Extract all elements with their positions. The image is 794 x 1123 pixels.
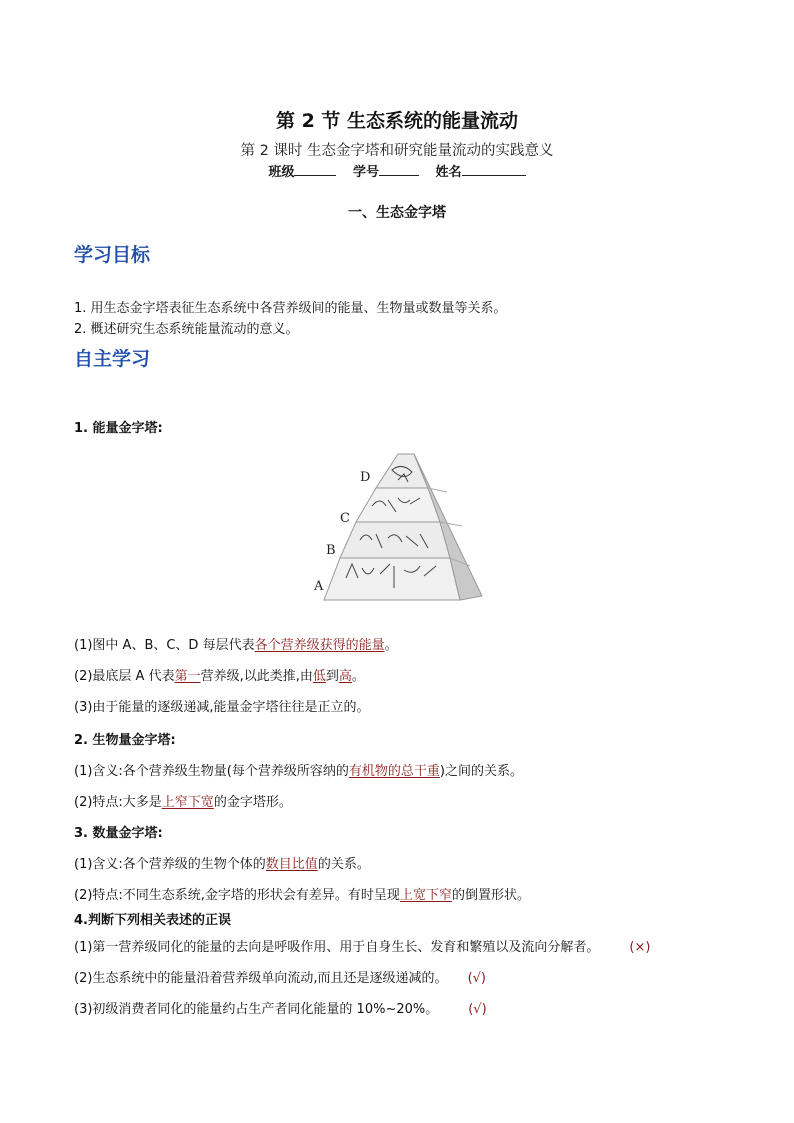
number-pyramid-heading: 3. 数量金字塔: xyxy=(74,826,163,841)
objective-item: 2. 概述研究生态系统能量流动的意义。 xyxy=(74,322,299,337)
number-line-2 xyxy=(74,884,530,903)
judge-mark: (√) xyxy=(467,971,486,986)
pyramid-label-b: B xyxy=(326,543,336,558)
judge-item-3 xyxy=(74,998,487,1017)
number-blank[interactable] xyxy=(379,164,419,176)
text: (1)含义:各个营养级的生物个体的 xyxy=(74,857,266,872)
energy-line-1 xyxy=(74,634,398,653)
text: (2)特点:大多是 xyxy=(74,795,162,810)
page-title: 第 2 节 生态系统的能量流动 xyxy=(275,110,519,132)
pyramid-layer-a xyxy=(324,558,460,600)
student-info-line xyxy=(0,161,794,180)
text: 。 xyxy=(351,669,365,684)
pyramid-label-a: A xyxy=(314,579,324,594)
section-heading: 一、生态金字塔 xyxy=(348,205,446,221)
text: 的金字塔形。 xyxy=(213,795,292,810)
class-blank[interactable] xyxy=(294,164,336,176)
pyramid-layer-c xyxy=(356,488,440,522)
judge-item-1 xyxy=(74,936,650,955)
text: 。 xyxy=(384,638,398,653)
judge-text: (2)生态系统中的能量沿着营养级单向流动,而且还是逐级递减的。 xyxy=(74,971,448,986)
pyramid-label-c: C xyxy=(340,511,350,526)
text: 的倒置形状。 xyxy=(451,888,530,903)
judge-item-2 xyxy=(74,967,486,986)
text: (1)图中 A、B、C、D 每层代表 xyxy=(74,638,255,653)
answer: 各个营养级获得的能量 xyxy=(254,638,385,653)
class-label: 班级 xyxy=(268,165,295,180)
pyramid-label-d: D xyxy=(360,470,371,485)
answer: 低 xyxy=(312,669,326,684)
answer: 有机物的总干重 xyxy=(348,764,440,779)
biomass-pyramid-heading: 2. 生物量金字塔: xyxy=(74,733,176,748)
energy-line-2 xyxy=(74,665,365,684)
judge-mark: (√) xyxy=(468,1002,487,1017)
objectives-heading: 学习目标 xyxy=(74,244,151,266)
self-study-heading: 自主学习 xyxy=(74,348,151,370)
answer: 上窄下宽 xyxy=(161,795,214,810)
text: 营养级,以此类推,由 xyxy=(200,669,313,684)
judge-heading: 4.判断下列相关表述的正误 xyxy=(74,913,231,928)
energy-pyramid-figure xyxy=(310,448,490,614)
text: (1)含义:各个营养级生物量(每个营养级所容纳的 xyxy=(74,764,349,779)
answer: 数目比值 xyxy=(265,857,318,872)
name-blank[interactable] xyxy=(462,164,526,176)
text: (2)最底层 A 代表 xyxy=(74,669,175,684)
answer: 高 xyxy=(338,669,352,684)
biomass-line-1 xyxy=(74,760,523,779)
text: 到 xyxy=(325,669,339,684)
name-label: 姓名 xyxy=(435,165,462,180)
pyramid-layer-b xyxy=(340,522,450,558)
judge-text: (1)第一营养级同化的能量的去向是呼吸作用、用于自身生长、发育和繁殖以及流向分解者。 xyxy=(74,940,600,955)
answer: 上宽下窄 xyxy=(399,888,452,903)
number-line-1 xyxy=(74,853,370,872)
pyramid-layer-d xyxy=(376,454,428,488)
answer: 第一 xyxy=(174,669,201,684)
text: 的关系。 xyxy=(317,857,370,872)
judge-text: (3)初级消费者同化的能量约占生产者同化能量的 10%~20%。 xyxy=(74,1002,439,1017)
biomass-line-2 xyxy=(74,791,292,810)
judge-mark: (×) xyxy=(629,940,651,955)
text: (2)特点:不同生态系统,金字塔的形状会有差异。有时呈现 xyxy=(74,888,400,903)
lesson-subtitle: 第 2 课时 生态金字塔和研究能量流动的实践意义 xyxy=(240,143,554,159)
objective-item: 1. 用生态金字塔表征生态系统中各营养级间的能量、生物量或数量等关系。 xyxy=(74,301,507,316)
number-label: 学号 xyxy=(352,165,379,180)
energy-pyramid-heading: 1. 能量金字塔: xyxy=(74,421,163,436)
text: )之间的关系。 xyxy=(439,764,523,779)
energy-line-3: (3)由于能量的逐级递减,能量金字塔往往是正立的。 xyxy=(74,700,370,715)
